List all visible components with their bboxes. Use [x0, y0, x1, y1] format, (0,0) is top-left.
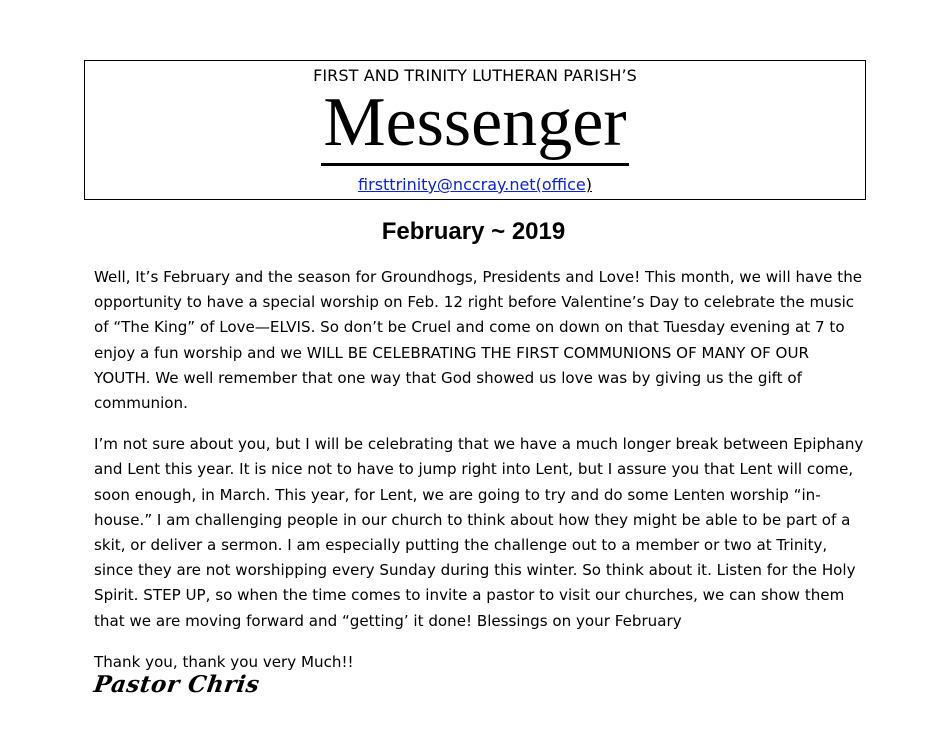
- newsletter-title: Messenger: [321, 83, 628, 166]
- letter-paragraph-2: I’m not sure about you, but I will be celebrating that we have a much longer break between Epiphany and Lent this year. It is nice not to have to jump right into Lent, but I assure you that Lent will come, soon enough, in March. This year, for Lent, we are going to try and do some Lenten worship “in-house.” I am challenging people in our church to think about how they might be able to be part of a skit, or deliver a sermon. I am especially putting the challenge out to a member or two at Trinity, since they are not worshipping every Sunday during this winter. So think about it. Listen for the Holy Spirit. STEP UP, so when the time comes to invite a pastor to visit our churches, we can show them that we are moving forward and “getting’ it done! Blessings on your February: [94, 435, 864, 630]
- issue-date: February ~ 2019: [381, 218, 566, 245]
- email-note[interactable]: (office: [535, 175, 586, 194]
- masthead-box: [84, 60, 866, 200]
- contact-line: [85, 175, 865, 195]
- pastor-letter: [94, 265, 869, 691]
- email-address[interactable]: firsttrinity@nccray.net: [358, 175, 536, 194]
- closing-paren: ): [585, 175, 592, 194]
- signature: Pastor Chris: [92, 671, 262, 698]
- parish-name: FIRST AND TRINITY LUTHERAN PARISH’S: [313, 66, 637, 85]
- title-wrap: [85, 83, 865, 166]
- letter-paragraph-1: Well, It’s February and the season for Groundhogs, Presidents and Love! This month, we will have the opportunity to have a special worship on Feb. 12 right before Valentine’s Day to celebrate the music of “The King” of Love—ELVIS. So don’t be Cruel and come on down on that Tuesday evening at 7 to enjoy a fun worship and we WILL BE CELEBRATING THE FIRST COMMUNIONS OF MANY OF OUR YOUTH. We well remember that one way that God showed us love was by giving us the gift of communion.: [94, 268, 863, 413]
- letter-paragraph-3: Thank you, thank you very Much!!: [94, 652, 354, 671]
- email-link[interactable]: [358, 175, 586, 194]
